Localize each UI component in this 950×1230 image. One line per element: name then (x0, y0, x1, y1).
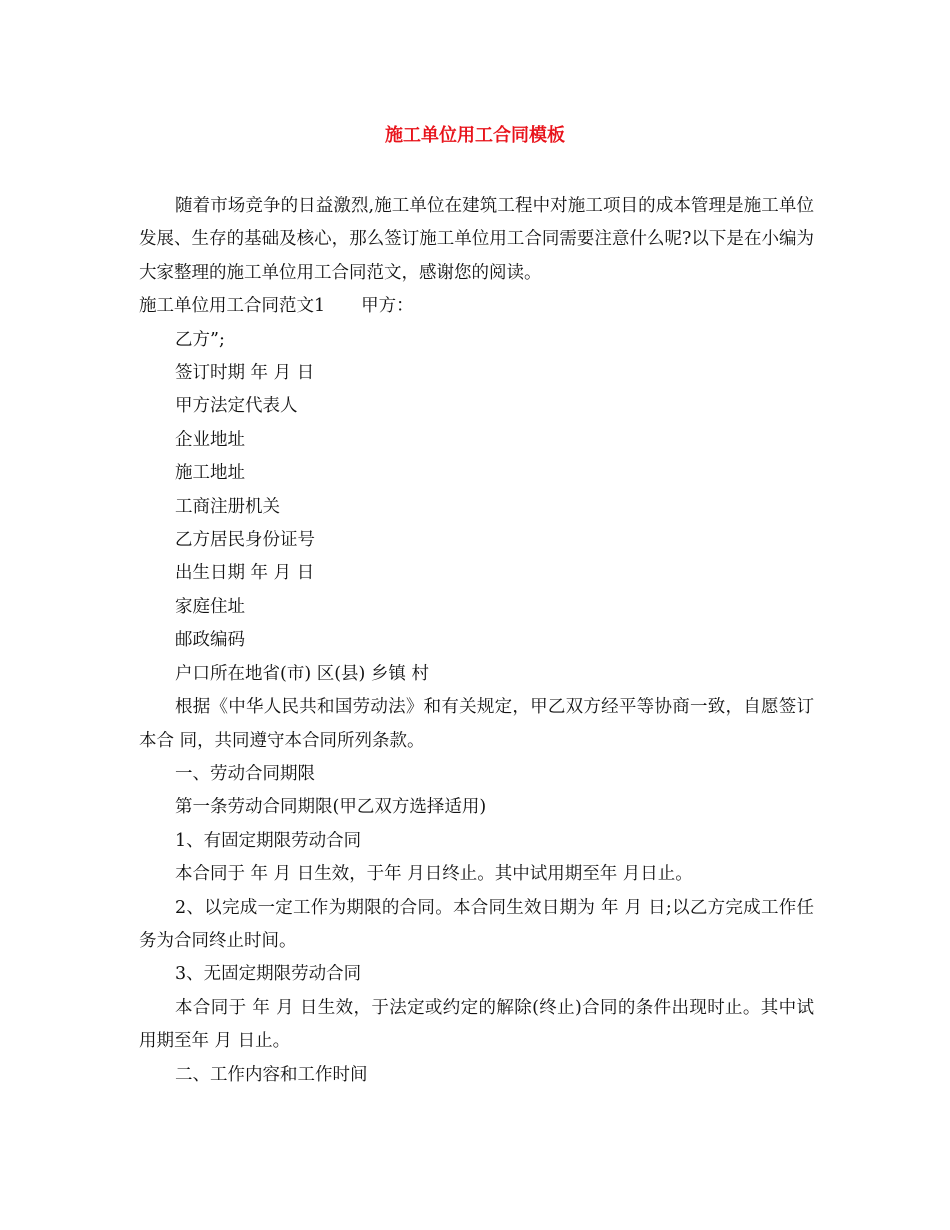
clause-paragraph: 1、有固定期限劳动合同 (175, 830, 362, 851)
clause-paragraph: 根据《中华人民共和国劳动法》和有关规定，甲乙双方经平等协商一致，自愿签订本合 同，共同遵守本合同所列条款。 (139, 697, 814, 751)
field-line: 户口所在地省(市) 区(县) 乡镇 村 (175, 663, 429, 684)
clause-paragraph: 2、以完成一定工作为期限的合同。本合同生效日期为 年 月 日;以乙方完成工作任务为合同终止时间。 (139, 897, 814, 951)
sample-heading: 施工单位用工合同范文1 (139, 296, 326, 317)
field-line: 乙方居民身份证号 (175, 530, 315, 551)
clause-paragraph: 本合同于 年 月 日生效，于法定或约定的解除(终止)合同的条件出现时止。其中试用期至年 月 日止。 (139, 997, 814, 1052)
field-line: 出生日期 年 月 日 (175, 563, 315, 584)
clause-paragraph: 本合同于 年 月 日生效，于年 月日终止。其中试用期至年 月日止。 (175, 864, 693, 885)
field-line: 企业地址 (175, 429, 245, 450)
party-a-label: 甲方： (361, 296, 414, 317)
section-heading: 二、工作内容和工作时间 (175, 1064, 368, 1085)
field-line: 甲方法定代表人 (175, 396, 298, 417)
field-line: 邮政编码 (175, 630, 245, 651)
sample-heading-line (139, 290, 814, 323)
intro-paragraph: 随着市场竞争的日益激烈,施工单位在建筑工程中对施工项目的成本管理是施工单位发展、生存的基础及核心，那么签订施工单位用工合同需要注意什么呢?以下是在小编为大家整理的施工单位用工合同范文，感谢您的阅读。 (139, 196, 814, 283)
clause-paragraph: 3、无固定期限劳动合同 (175, 964, 362, 985)
field-line: 工商注册机关 (175, 496, 280, 517)
field-line: 签订时期 年 月 日 (175, 363, 315, 384)
clause-paragraph: 第一条劳动合同期限(甲乙双方选择适用) (175, 797, 487, 818)
field-line: 乙方”; (175, 329, 225, 350)
field-line: 家庭住址 (175, 596, 245, 617)
document-body (139, 190, 814, 1092)
document-title: 施工单位用工合同模板 (385, 125, 565, 146)
section-heading: 一、劳动合同期限 (175, 763, 315, 784)
field-line: 施工地址 (175, 463, 245, 484)
